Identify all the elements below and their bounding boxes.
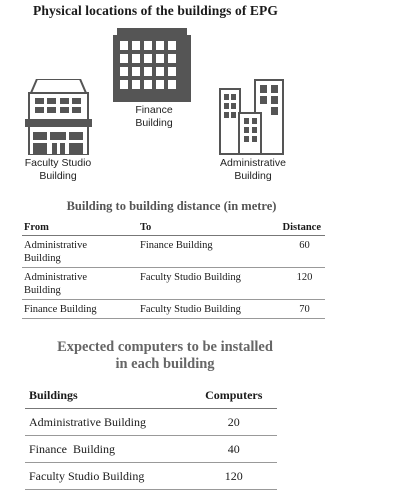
page-title: Physical locations of the buildings of EPG [33, 3, 278, 18]
computers-table [25, 382, 277, 490]
building-cell: Finance Building [25, 436, 191, 463]
table-row [22, 300, 325, 319]
from-cell: Administrative Building [22, 236, 138, 268]
finance-building-label: Finance Building [135, 104, 173, 129]
finance-building-icon [113, 28, 191, 102]
table-row [22, 268, 325, 300]
administrative-building-label: Administrative Building [220, 157, 286, 182]
table-row [22, 236, 325, 268]
from-cell: Administrative Building [22, 268, 138, 300]
distance-table [22, 220, 325, 319]
computers-cell: 120 [191, 463, 278, 490]
distance-table-caption: Building to building distance (in metre) [66, 199, 277, 213]
to-cell: Faculty Studio Building [138, 268, 272, 300]
faculty-studio-building-label: Faculty Studio Building [24, 157, 92, 182]
column-header-buildings: Buildings [25, 382, 191, 409]
building-cell: Administrative Building [25, 409, 191, 436]
to-cell: Faculty Studio Building [138, 300, 272, 319]
table-row [25, 409, 277, 436]
column-header-distance: Distance [272, 220, 325, 236]
table-row [25, 463, 277, 490]
faculty-studio-building-icon [25, 79, 92, 155]
administrative-building-icon [219, 79, 287, 155]
table-header-row [22, 220, 325, 236]
distance-cell: 70 [272, 300, 325, 319]
from-cell: Finance Building [22, 300, 138, 319]
distance-cell: 120 [272, 268, 325, 300]
computers-cell: 40 [191, 436, 278, 463]
computers-cell: 20 [191, 409, 278, 436]
column-header-to: To [138, 220, 272, 236]
table-row [25, 436, 277, 463]
computers-table-caption: Expected computers to be installed in each building [57, 339, 273, 372]
to-cell: Finance Building [138, 236, 272, 268]
column-header-from: From [22, 220, 138, 236]
table-header-row [25, 382, 277, 409]
building-cell: Faculty Studio Building [25, 463, 191, 490]
distance-cell: 60 [272, 236, 325, 268]
column-header-computers: Computers [191, 382, 278, 409]
